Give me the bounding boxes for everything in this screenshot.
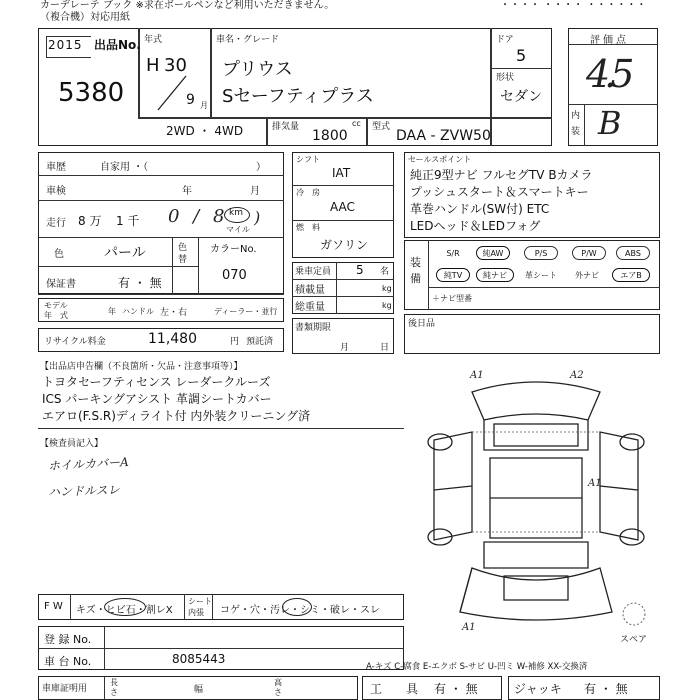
- lot-number: 5380: [58, 78, 125, 108]
- model-grade: Sセーフティプラス: [222, 86, 374, 107]
- doors-label: ドア: [496, 35, 514, 45]
- history-label: 車歴: [46, 162, 66, 173]
- damage-legend: A-キズ C-腐食 E-エクボ S-サビ U-凹ミ W-補修 XX-交換済: [366, 662, 588, 672]
- equipment-label-1: 装: [410, 256, 421, 269]
- load-label: 積載量: [295, 285, 325, 296]
- sales-point-3: 革巻ハンドル(SW付) ETC: [410, 202, 550, 216]
- equipment-label-2: 備: [410, 272, 421, 285]
- mileage-label: 走行: [46, 218, 66, 229]
- year-month-unit: 月: [200, 101, 208, 110]
- sales-point-1: 純正9型ナビ フルセグTV Bカメラ: [410, 168, 593, 182]
- chassis-value: 8085443: [172, 652, 226, 666]
- tools-label: 工 具: [370, 682, 419, 696]
- history-close: ）: [256, 162, 266, 173]
- cert-width: 幅: [194, 685, 204, 695]
- cert-height-1: 高: [274, 678, 282, 687]
- recycle-unit: 円: [230, 337, 240, 347]
- interior-grade: B: [598, 104, 622, 142]
- jack-label: ジャッキ: [514, 682, 562, 696]
- year-value: 30: [164, 55, 187, 76]
- shape-label: 形状: [496, 73, 515, 83]
- equip-leather: 革シート: [525, 271, 557, 280]
- mileage-mile: マイル: [226, 225, 250, 234]
- doc-label: 書類期限: [295, 323, 332, 333]
- mileage-man: 8 万: [78, 214, 102, 228]
- mileage-km: km: [229, 208, 243, 218]
- sales-point-4: LEDヘッド＆LEDフォグ: [410, 219, 541, 233]
- grade-score: 4.5: [586, 52, 629, 96]
- chassis-label: 車 台 No.: [44, 655, 92, 668]
- ac-label: 冷 房: [296, 188, 320, 197]
- capacity-label: 乗車定員: [295, 267, 332, 277]
- dealer-label: ディーラー・並行: [214, 307, 278, 316]
- shift-value: IAT: [332, 166, 351, 180]
- interior-label-2: 装: [571, 127, 581, 137]
- sales-points-label: セールスポイント: [408, 155, 472, 164]
- damage-mark-front-left: A1: [470, 370, 484, 381]
- color-no: 070: [222, 268, 247, 283]
- model-label: 車名・グレード: [216, 35, 280, 45]
- interior-circle-mark: [282, 598, 312, 616]
- damage-mark-rear: A1: [462, 622, 476, 633]
- mileage-handwritten: 0 / 8: [168, 206, 229, 227]
- seller-notes-label: 【出品店申告欄（不良箇所・欠品・注意事項等）】: [40, 362, 243, 372]
- damage-mark-right-side: A1: [588, 478, 602, 489]
- color-value: パール: [104, 245, 146, 261]
- inspector-label: 【検査員記入】: [40, 439, 104, 449]
- load-unit: kg: [382, 284, 392, 293]
- model-year-label-1: モデル: [44, 301, 68, 310]
- inspector-note-1: ホイルカバーA: [47, 454, 130, 474]
- inspection-label: 車検: [46, 186, 66, 197]
- displacement-label: 排気量: [272, 122, 300, 132]
- history-value: 自家用 ・（: [100, 162, 149, 173]
- warranty-label: 保証書: [46, 279, 76, 290]
- seller-note-1: トヨタセーフティセンス レーダークルーズ: [42, 375, 271, 389]
- fw-label: F W: [44, 601, 63, 612]
- sales-point-2: プッシュスタート＆スマートキー: [410, 185, 589, 199]
- capacity-value: 5: [356, 263, 364, 277]
- equip-navi: 純ナビ: [476, 268, 514, 282]
- damage-mark-front-right: A2: [570, 370, 584, 381]
- weight-unit: kg: [382, 301, 392, 310]
- year-month: 9: [186, 92, 195, 108]
- model-year-unit: 年: [108, 307, 116, 316]
- grade-label: 評価点: [590, 35, 629, 46]
- fw-items: キズ・ヒビ石・割レX: [76, 605, 173, 616]
- equip-sunroof: S/R: [446, 249, 460, 258]
- cert-length-2: さ: [110, 688, 118, 697]
- interior-label-1: 内: [571, 111, 581, 121]
- equip-tv: 純TV: [436, 268, 470, 282]
- type-value: DAA - ZVW50: [396, 128, 491, 144]
- equip-alloy-wheels: 純AW: [476, 246, 510, 260]
- recycle-value: 11,480: [148, 331, 197, 347]
- doors-value: 5: [516, 46, 527, 65]
- year-era: H: [146, 55, 160, 76]
- jack-value: 有 ・ 無: [584, 682, 628, 696]
- tools-value: 有 ・ 無: [434, 682, 478, 696]
- lot-year-stamp: 2015: [48, 38, 83, 52]
- color-change-2: 替: [178, 255, 188, 265]
- seat-label: シート: [188, 597, 212, 606]
- after-install-label: 後日品: [408, 319, 436, 329]
- color-label: 色: [54, 249, 64, 260]
- spare-label: スペア: [620, 635, 648, 645]
- paper-type: （複合機）対応用紙: [40, 12, 130, 23]
- capacity-unit: 名: [380, 267, 390, 277]
- trim-label: 内張: [188, 608, 204, 617]
- inspection-year: 年: [182, 186, 192, 197]
- inspection-month: 月: [250, 186, 260, 197]
- color-no-label: カラーNo.: [210, 244, 257, 255]
- interior-damage-items: コゲ・穴・汚レ・シミ・破レ・スレ: [220, 605, 380, 616]
- top-right-text: ・・・・ ・・・・ ・・・・・・: [500, 0, 647, 11]
- color-change-1: 色: [178, 243, 188, 253]
- handle-value: 左・右: [160, 308, 188, 318]
- model-name: プリウス: [222, 59, 293, 80]
- lot-label: 出品No.: [94, 38, 141, 52]
- recycle-label: リサイクル料金: [44, 337, 106, 347]
- shift-label: シフト: [296, 155, 320, 164]
- mileage-sen: 1 千: [116, 214, 140, 228]
- doc-month: 月: [340, 343, 350, 353]
- weight-label: 総重量: [295, 302, 325, 313]
- doc-day: 日: [380, 343, 390, 353]
- fuel-value: ガソリン: [320, 238, 369, 252]
- year-label: 年式: [144, 35, 163, 45]
- shape-value: セダン: [500, 89, 543, 105]
- warranty-value: 有 ・ 無: [118, 276, 162, 290]
- handle-label: ハンドル: [122, 307, 154, 316]
- inspector-note-2: ハンドルスレ: [47, 482, 120, 500]
- equip-power-windows: P/W: [572, 246, 606, 260]
- spare-tire-icon: [620, 600, 648, 628]
- cert-height-2: さ: [274, 688, 282, 697]
- ac-value: AAC: [330, 200, 355, 214]
- equip-ext-navi: 外ナビ: [575, 271, 599, 280]
- seller-note-3: エアロ(F.S.R)ディライト付 内外装クリーニング済: [42, 409, 311, 423]
- cert-length-1: 長: [110, 678, 118, 687]
- garage-cert-label: 車庫証明用: [42, 684, 88, 694]
- equip-abs: ABS: [616, 246, 650, 260]
- seller-note-2: ICS パーキングアシスト 革調シートカバー: [42, 392, 272, 406]
- type-label: 型式: [372, 122, 391, 132]
- equip-power-steering: P/S: [524, 246, 558, 260]
- displacement-unit: cc: [352, 119, 361, 128]
- model-year-label-2: 年 式: [44, 311, 68, 320]
- fw-circle-mark: [104, 598, 146, 616]
- spec-table: [38, 152, 284, 294]
- equip-airbag: エアB: [612, 268, 650, 282]
- top-instruction: カーデレーテ ブック ※求在ボールペンなど利用いただきません。: [40, 0, 335, 11]
- registration-label: 登 録 No.: [44, 633, 92, 646]
- recycle-note: 預託済: [246, 337, 274, 347]
- after-install-box: [404, 314, 660, 354]
- fuel-label: 燃 料: [296, 223, 320, 232]
- displacement-value: 1800: [312, 128, 348, 144]
- drive-value: 2WD ・ 4WD: [166, 124, 244, 138]
- equip-navi-model: ＋ナビ型番: [432, 294, 472, 303]
